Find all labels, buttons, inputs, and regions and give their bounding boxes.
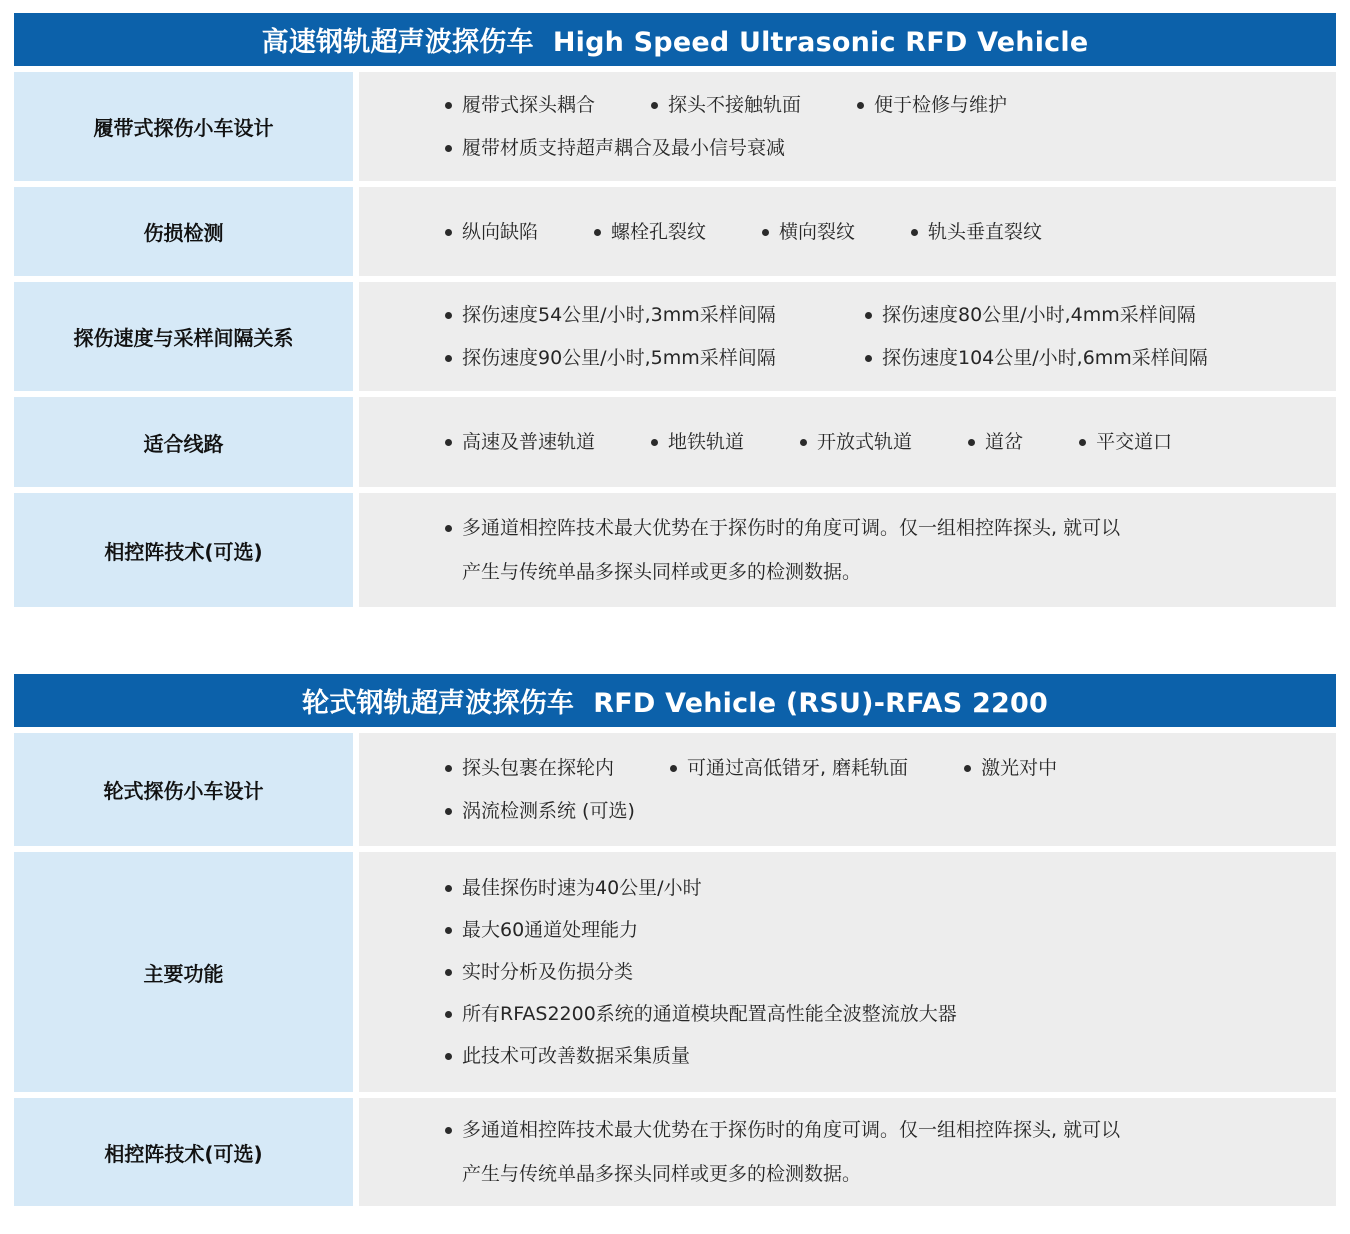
bullet-text: 多通道相控阵技术最大优势在于探伤时的角度可调。仅一组相控阵探头, 就可以 bbox=[462, 1119, 1121, 1141]
bullet-dot-icon bbox=[445, 439, 452, 446]
table-2-header bbox=[14, 674, 1336, 727]
bullet-dot-icon bbox=[445, 1053, 452, 1060]
bullet-text: 探头包裹在探轮内 bbox=[462, 757, 615, 779]
bullet-line bbox=[445, 515, 1316, 541]
bullet-line bbox=[445, 1117, 1316, 1143]
spec-table-high-speed bbox=[14, 13, 1336, 607]
bullet-line bbox=[445, 1001, 1316, 1027]
row-label: 探伤速度与采样间隔关系 bbox=[14, 282, 353, 391]
bullet-text: 所有RFAS2200系统的通道模块配置高性能全波整流放大器 bbox=[462, 1003, 957, 1025]
bullet-text: 履带式探头耦合 bbox=[462, 94, 596, 116]
bullet-dot-icon bbox=[445, 808, 452, 815]
bullet-item bbox=[445, 135, 785, 161]
row-label: 适合线路 bbox=[14, 397, 353, 487]
bullet-text: 开放式轨道 bbox=[817, 431, 913, 453]
bullet-text: 螺栓孔裂纹 bbox=[611, 220, 707, 243]
bullet-dot-icon bbox=[445, 355, 452, 362]
row-content bbox=[359, 282, 1336, 391]
bullet-dot-icon bbox=[762, 229, 769, 236]
bullet-dot-icon bbox=[857, 102, 864, 109]
bullet-dot-icon bbox=[594, 229, 601, 236]
bullet-item bbox=[911, 219, 1042, 245]
bullet-item bbox=[445, 302, 809, 328]
table-1-title: 高速钢轨超声波探伤车 High Speed Ultrasonic RFD Vehicle bbox=[261, 27, 1089, 58]
bullet-item bbox=[865, 302, 1196, 328]
bullet-text: 实时分析及伤损分类 bbox=[462, 961, 634, 983]
bullet-item bbox=[445, 755, 614, 781]
row-label: 相控阵技术(可选) bbox=[14, 1098, 353, 1206]
row-label: 相控阵技术(可选) bbox=[14, 493, 353, 607]
bullet-text: 平交道口 bbox=[1096, 431, 1173, 453]
bullet-item bbox=[445, 1117, 1120, 1143]
bullet-item bbox=[594, 219, 706, 245]
bullet-continuation bbox=[445, 1161, 861, 1187]
bullet-text: 便于检修与维护 bbox=[874, 94, 1008, 116]
bullet-item bbox=[445, 875, 702, 901]
bullet-text: 探伤速度104公里/小时,6mm采样间隔 bbox=[882, 347, 1208, 369]
bullet-item bbox=[445, 798, 635, 824]
bullet-text: 最佳探伤时速为40公里/小时 bbox=[462, 877, 702, 899]
bullet-item bbox=[800, 429, 912, 455]
bullet-line bbox=[445, 959, 1316, 985]
bullet-item bbox=[445, 429, 595, 455]
bullet-text: 履带材质支持超声耦合及最小信号衰减 bbox=[462, 137, 786, 159]
bullet-line bbox=[445, 429, 1316, 455]
row-label: 履带式探伤小车设计 bbox=[14, 72, 353, 181]
bullet-dot-icon bbox=[445, 1011, 452, 1018]
bullet-item bbox=[651, 429, 744, 455]
bullet-line bbox=[445, 92, 1316, 118]
bullet-line bbox=[445, 559, 1316, 585]
bullet-text: 最大60通道处理能力 bbox=[462, 919, 639, 941]
bullet-text: 探头不接触轨面 bbox=[668, 94, 802, 116]
bullet-dot-icon bbox=[445, 312, 452, 319]
bullet-item bbox=[762, 219, 855, 245]
bullet-continuation bbox=[445, 559, 861, 585]
bullet-line bbox=[445, 219, 1316, 245]
bullet-item bbox=[445, 1001, 957, 1027]
bullet-item bbox=[670, 755, 908, 781]
row-label: 主要功能 bbox=[14, 852, 353, 1092]
bullet-text: 探伤速度80公里/小时,4mm采样间隔 bbox=[882, 304, 1196, 326]
table-gap bbox=[14, 607, 1336, 674]
row-suitable-lines bbox=[14, 397, 1336, 487]
bullet-line bbox=[445, 875, 1316, 901]
bullet-dot-icon bbox=[651, 102, 658, 109]
bullet-dot-icon bbox=[800, 439, 807, 446]
bullet-text: 地铁轨道 bbox=[668, 431, 745, 453]
bullet-line bbox=[445, 135, 1316, 161]
bullet-text: 可通过高低错牙, 磨耗轨面 bbox=[687, 757, 909, 779]
bullet-dot-icon bbox=[865, 312, 872, 319]
bullet-dot-icon bbox=[865, 355, 872, 362]
bullet-text: 涡流检测系统 (可选) bbox=[462, 800, 635, 822]
row-phased-array-optional-2 bbox=[14, 1098, 1336, 1206]
bullet-text: 激光对中 bbox=[981, 757, 1058, 779]
bullet-item bbox=[968, 429, 1023, 455]
bullet-dot-icon bbox=[968, 439, 975, 446]
bullet-item bbox=[445, 917, 638, 943]
bullet-item bbox=[445, 219, 538, 245]
row-content bbox=[359, 397, 1336, 487]
bullet-text: 纵向缺陷 bbox=[462, 220, 539, 243]
bullet-dot-icon bbox=[651, 439, 658, 446]
bullet-text: 横向裂纹 bbox=[779, 220, 856, 243]
bullet-item bbox=[1079, 429, 1172, 455]
row-label: 轮式探伤小车设计 bbox=[14, 733, 353, 846]
spec-table-wheel-type bbox=[14, 674, 1336, 1206]
row-content bbox=[359, 733, 1336, 846]
bullet-item bbox=[445, 345, 809, 371]
bullet-text: 探伤速度54公里/小时,3mm采样间隔 bbox=[462, 304, 776, 326]
bullet-text: 道岔 bbox=[985, 431, 1024, 453]
bullet-item bbox=[865, 345, 1208, 371]
bullet-dot-icon bbox=[445, 885, 452, 892]
bullet-dot-icon bbox=[1079, 439, 1086, 446]
bullet-dot-icon bbox=[911, 229, 918, 236]
bullet-item bbox=[651, 92, 801, 118]
bullet-dot-icon bbox=[445, 1127, 452, 1134]
bullet-dot-icon bbox=[445, 969, 452, 976]
row-content bbox=[359, 493, 1336, 607]
row-content bbox=[359, 852, 1336, 1092]
row-wheel-probe-design bbox=[14, 733, 1336, 846]
bullet-dot-icon bbox=[670, 765, 677, 772]
row-speed-sampling-interval bbox=[14, 282, 1336, 391]
bullet-text: 此技术可改善数据采集质量 bbox=[462, 1045, 691, 1067]
bullet-line bbox=[445, 755, 1316, 781]
table-1-header bbox=[14, 13, 1336, 66]
bullet-text: 轨头垂直裂纹 bbox=[928, 220, 1043, 243]
bullet-dot-icon bbox=[445, 229, 452, 236]
bullet-line bbox=[445, 1161, 1316, 1187]
bullet-text: 探伤速度90公里/小时,5mm采样间隔 bbox=[462, 347, 776, 369]
bullet-item bbox=[445, 959, 633, 985]
row-defect-detection bbox=[14, 187, 1336, 276]
bullet-text: 产生与传统单晶多探头同样或更多的检测数据。 bbox=[462, 1163, 862, 1185]
bullet-dot-icon bbox=[964, 765, 971, 772]
bullet-line bbox=[445, 1043, 1316, 1069]
bullet-text: 高速及普速轨道 bbox=[462, 431, 596, 453]
bullet-dot-icon bbox=[445, 765, 452, 772]
bullet-dot-icon bbox=[445, 102, 452, 109]
bullet-line bbox=[445, 345, 1316, 371]
row-phased-array-optional bbox=[14, 493, 1336, 607]
bullet-line bbox=[445, 798, 1316, 824]
row-label: 伤损检测 bbox=[14, 187, 353, 276]
bullet-item bbox=[964, 755, 1057, 781]
bullet-line bbox=[445, 302, 1316, 328]
row-main-functions bbox=[14, 852, 1336, 1092]
row-content bbox=[359, 1098, 1336, 1206]
bullet-line bbox=[445, 917, 1316, 943]
bullet-item bbox=[445, 92, 595, 118]
bullet-dot-icon bbox=[445, 525, 452, 532]
bullet-item bbox=[445, 1043, 690, 1069]
row-content bbox=[359, 72, 1336, 181]
bullet-text: 产生与传统单晶多探头同样或更多的检测数据。 bbox=[462, 561, 862, 583]
table-2-title: 轮式钢轨超声波探伤车 RFD Vehicle (RSU)-RFAS 2200 bbox=[302, 688, 1048, 719]
bullet-item bbox=[445, 515, 1120, 541]
bullet-dot-icon bbox=[445, 927, 452, 934]
bullet-text: 多通道相控阵技术最大优势在于探伤时的角度可调。仅一组相控阵探头, 就可以 bbox=[462, 517, 1121, 539]
bullet-item bbox=[857, 92, 1007, 118]
row-crawler-probe-design bbox=[14, 72, 1336, 181]
bullet-dot-icon bbox=[445, 145, 452, 152]
row-content bbox=[359, 187, 1336, 276]
